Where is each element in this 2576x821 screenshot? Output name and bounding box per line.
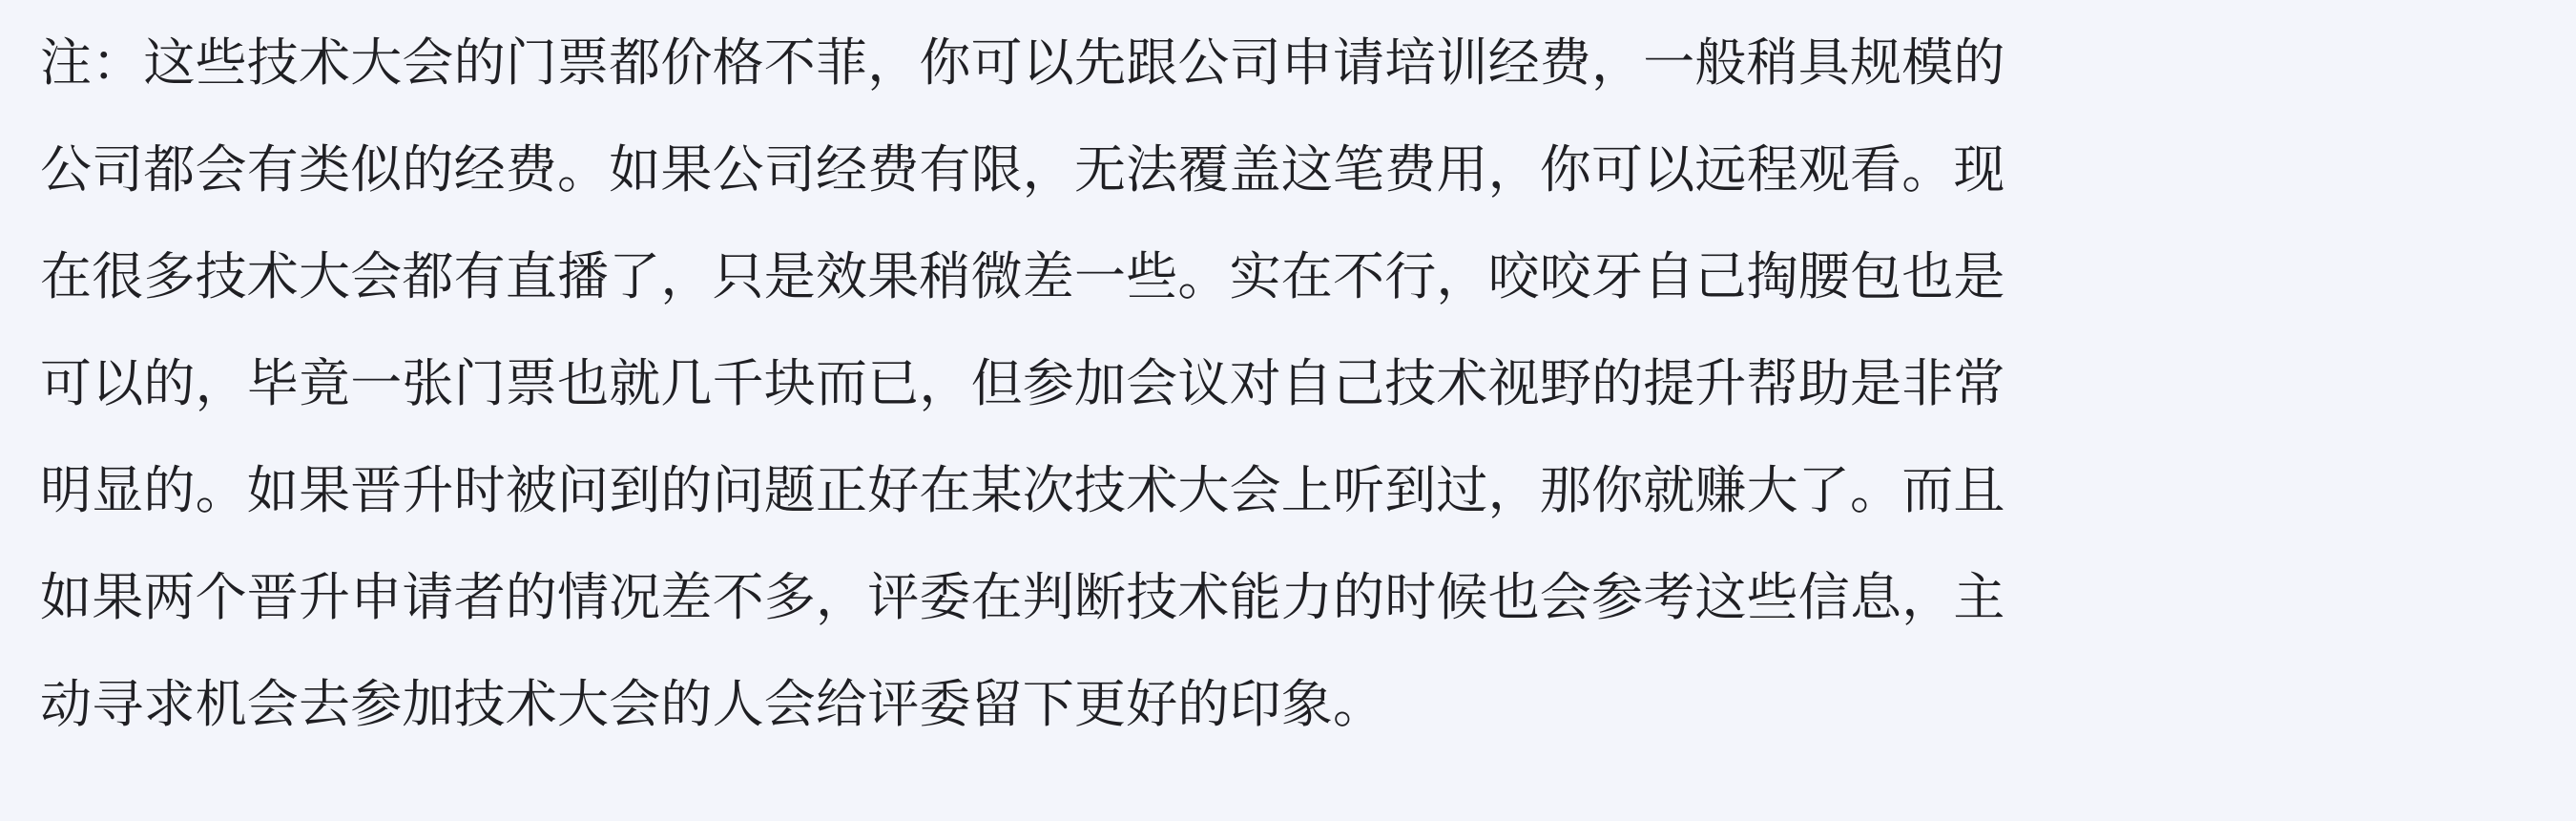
note-line-7: 动寻求机会去参加技术大会的人会给评委留下更好的印象。 bbox=[40, 674, 1385, 734]
note-line-6: 如果两个晋升申请者的情况差不多，评委在判断技术能力的时候也会参考这些信息，主 bbox=[40, 567, 2005, 627]
note-line-1: 注：这些技术大会的门票都价格不菲，你可以先跟公司申请培训经费，一般稍具规模的 bbox=[40, 32, 2005, 93]
note-line-4: 可以的，毕竟一张门票也就几千块而已，但参加会议对自己技术视野的提升帮助是非常 bbox=[40, 353, 2005, 413]
note-line-5: 明显的。如果晋升时被问到的问题正好在某次技术大会上听到过，那你就赚大了。而且 bbox=[40, 460, 2005, 520]
note-line-2: 公司都会有类似的经费。如果公司经费有限，无法覆盖这笔费用，你可以远程观看。现 bbox=[40, 139, 2005, 200]
note-line-3: 在很多技术大会都有直播了，只是效果稍微差一些。实在不行，咬咬牙自己掏腰包也是 bbox=[40, 246, 2005, 306]
